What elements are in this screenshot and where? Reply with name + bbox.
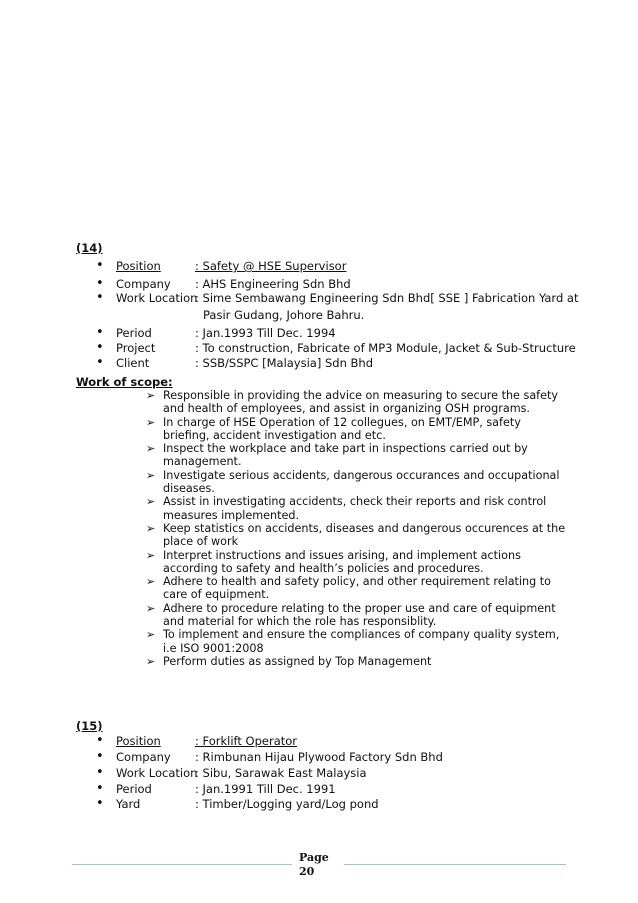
- scope-item: [146, 628, 566, 655]
- field-label: Yard: [116, 797, 141, 811]
- scope-item-text: Perform duties as assigned by Top Management: [163, 654, 432, 668]
- bullet-icon: •: [96, 781, 104, 796]
- scope-item: [146, 442, 566, 469]
- arrow-bullet-icon: ➢: [146, 521, 156, 535]
- scope-item-text: To implement and ensure the compliances of company quality system, i.e ISO 9001:2008: [163, 628, 560, 655]
- field-value-continuation: Pasir Gudang, Johore Bahru.: [203, 308, 365, 322]
- arrow-bullet-icon: ➢: [146, 654, 156, 668]
- field-value: : Jan.1993 Till Dec. 1994: [195, 326, 336, 340]
- field-value: : To construction, Fabricate of MP3 Module, Jacket & Sub-Structure: [195, 341, 576, 355]
- page-number: [299, 851, 329, 879]
- bullet-icon: •: [96, 796, 104, 811]
- scope-item-text: Adhere to health and safety policy, and other requirement relating to care of equipment.: [163, 575, 552, 602]
- field-value: : SSB/SSPC [Malaysia] Sdn Bhd: [195, 356, 374, 370]
- bullet-icon: •: [96, 355, 104, 370]
- field-label: Company: [116, 277, 171, 291]
- scope-item: [146, 416, 566, 443]
- field-value: : Jan.1991 Till Dec. 1991: [195, 782, 336, 796]
- field-label: Company: [116, 750, 171, 764]
- field-label: Period: [116, 782, 152, 796]
- page-label: Page: [299, 851, 329, 864]
- arrow-bullet-icon: ➢: [146, 468, 156, 482]
- scope-item: [146, 655, 566, 668]
- field-label: Position: [116, 734, 161, 748]
- scope-item: [146, 575, 566, 602]
- scope-item: [146, 389, 566, 416]
- arrow-bullet-icon: ➢: [146, 575, 156, 589]
- scope-item-text: Investigate serious accidents, dangerous occurances and occupational diseases.: [163, 468, 560, 496]
- field-value: : Safety @ HSE Supervisor: [195, 259, 347, 273]
- field-label: Client: [116, 356, 150, 370]
- field-value: : AHS Engineering Sdn Bhd: [195, 277, 351, 291]
- page-number-value: 20: [299, 865, 315, 878]
- field-value: : Rimbunan Hijau Plywood Factory Sdn Bhd: [195, 750, 443, 764]
- scope-item: [146, 495, 566, 522]
- field-value: : Sime Sembawang Engineering Sdn Bhd[ SSE ] Fabrication Yard at: [195, 291, 579, 305]
- scope-item: [146, 469, 566, 496]
- arrow-bullet-icon: ➢: [146, 415, 156, 429]
- scope-item: [146, 549, 566, 576]
- field-value: : Forklift Operator: [195, 734, 298, 748]
- field-label: Work Location: [116, 766, 198, 780]
- scope-item-text: Keep statistics on accidents, diseases and dangerous occurences at the place of work: [163, 521, 566, 549]
- footer-divider-left: [72, 864, 292, 865]
- field-label: Work Location: [116, 291, 198, 305]
- scope-item-text: Assist in investigating accidents, check their reports and risk control measures implemented.: [163, 495, 547, 522]
- footer-divider-right: [344, 864, 566, 865]
- scope-item-text: Inspect the workplace and take part in inspections carried out by management.: [163, 442, 528, 469]
- field-value: : Sibu, Sarawak East Malaysia: [195, 766, 367, 780]
- field-label: Position: [116, 259, 161, 273]
- arrow-bullet-icon: ➢: [146, 495, 156, 509]
- scope-heading: Work of scope:: [76, 375, 173, 389]
- scope-item: [146, 522, 566, 549]
- arrow-bullet-icon: ➢: [146, 601, 156, 615]
- bullet-icon: •: [96, 340, 104, 355]
- bullet-icon: •: [96, 276, 104, 291]
- field-value: : Timber/Logging yard/Log pond: [195, 797, 379, 811]
- arrow-bullet-icon: ➢: [146, 548, 156, 562]
- scope-item-text: Responsible in providing the advice on measuring to secure the safety and health of employees, and assist in organizing OSH programs.: [163, 389, 559, 416]
- field-label: Period: [116, 326, 152, 340]
- scope-item-text: Adhere to procedure relating to the proper use and care of equipment and material for which the role has responsiblity.: [163, 601, 556, 629]
- bullet-icon: •: [96, 765, 104, 780]
- arrow-bullet-icon: ➢: [146, 442, 156, 456]
- bullet-icon: •: [96, 749, 104, 764]
- bullet-icon: •: [96, 290, 104, 305]
- bullet-icon: •: [96, 258, 104, 273]
- scope-item-text: Interpret instructions and issues arising, and implement actions according to safety and health’s policies and procedures.: [163, 548, 521, 575]
- scope-item: [146, 602, 566, 629]
- field-label: Project: [116, 341, 156, 355]
- entry-number: (14): [76, 241, 103, 255]
- bullet-icon: •: [96, 325, 104, 340]
- arrow-bullet-icon: ➢: [146, 389, 156, 402]
- bullet-icon: •: [96, 733, 104, 748]
- entry-number: (15): [76, 719, 103, 733]
- arrow-bullet-icon: ➢: [146, 628, 156, 642]
- scope-list: [146, 389, 566, 668]
- scope-item-text: In charge of HSE Operation of 12 collegues, on EMT/EMP, safety briefing, accident investigation and etc.: [163, 415, 521, 442]
